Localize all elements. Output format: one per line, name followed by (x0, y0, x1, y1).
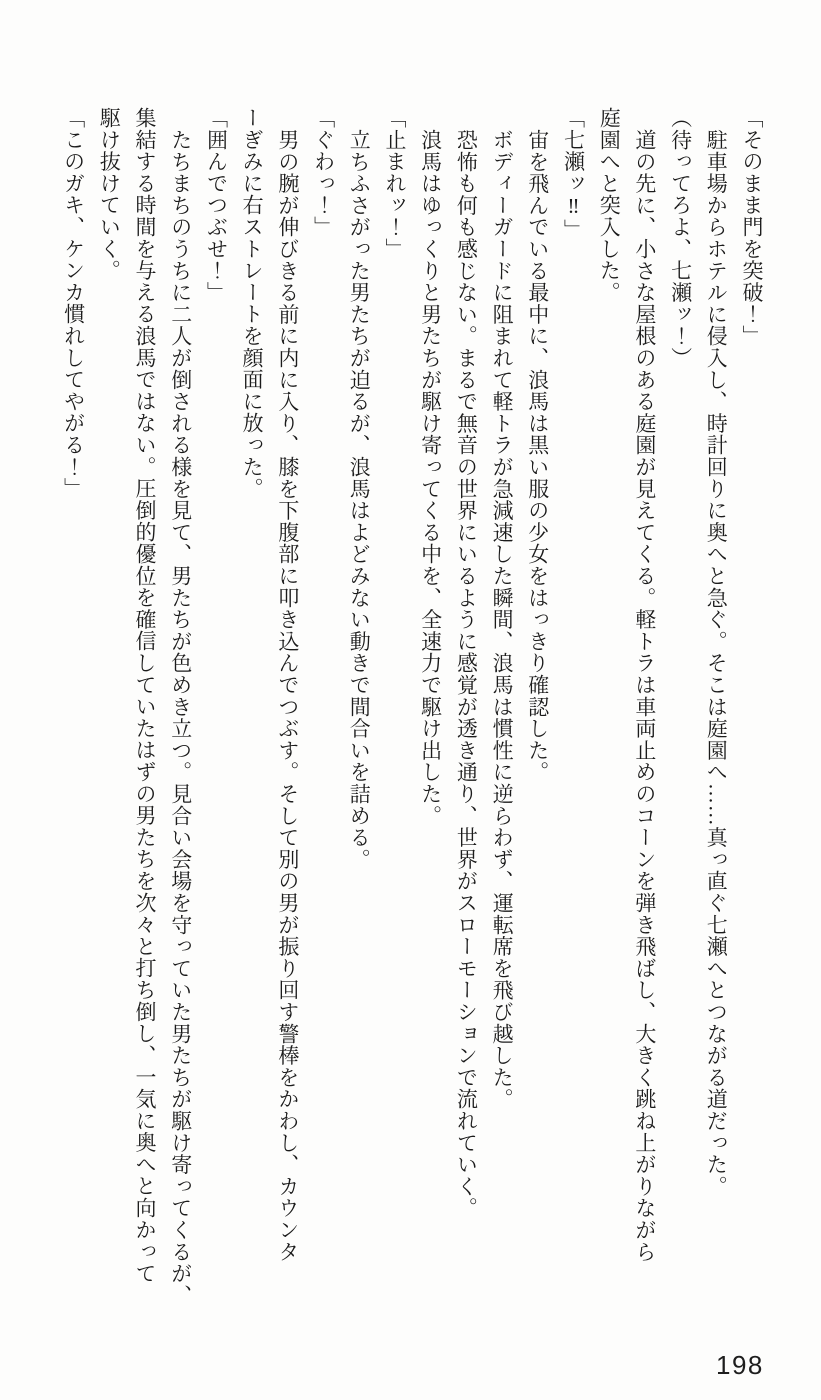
narration-line: 駐車場からホテルに侵入し、時計回りに奥へと急ぐ。そこは庭園へ……真っ直ぐ七瀬へとつながる道だった。 (704, 128, 729, 1197)
narration-line: 道の先に、小さな屋根のある庭園が見えてくる。軽トラは車両止めのコーンを弾き飛ばし、大きく跳ね上がりながら (632, 128, 657, 1263)
narration-line: ボディーガードに阻まれて軽トラが急減速した瞬間、浪馬は慣性に逆らわず、運転席を飛び越した。 (490, 128, 515, 1110)
text-block (55, 107, 769, 1313)
narration-continuation-line: ーぎみに右ストレートを顔面に放った。 (240, 107, 265, 500)
narration-line: 立ちふさがった男たちが迫るが、浪馬はよどみない動きで間合いを詰める。 (347, 128, 372, 870)
narration-continuation-line: 駆け抜けていく。 (97, 107, 122, 282)
narration-continuation-line: 集結する時間を与える浪馬ではない。圧倒的優位を確信していたはずの男たちを次々と打ち倒し、一気に奥へと向かって (133, 107, 158, 1285)
narration-line: 男の腕が伸びきる前に内に入り、膝を下腹部に叩き込んでつぶす。そして別の男が振り回す警棒をかわし、カウンタ (275, 128, 300, 1263)
dialogue-line: 「ぐわっ！」 (311, 107, 336, 238)
dialogue-line: 「このガキ、ケンカ慣れしてやがる！」 (61, 107, 86, 500)
narration-line: たちまちのうちに二人が倒される様を見て、男たちが色めき立つ。見合い会場を守っていた男たちが駆け寄ってくるが、 (168, 128, 193, 1306)
dialogue-line: 「そのまま門を突破！」 (740, 107, 764, 347)
dialogue-line: 「七瀬ッ‼」 (561, 107, 586, 241)
narration-line: 浪馬はゆっくりと男たちが駆け寄ってくる中を、全速力で駆け出した。 (418, 128, 443, 827)
dialogue-line: 「止まれッ！」 (382, 107, 407, 260)
narration-line: 宙を飛んでいる最中に、浪馬は黒い服の少女をはっきり確認した。 (525, 128, 550, 783)
page-number: 198 (716, 1350, 764, 1380)
dialogue-line: 「囲んでつぶせ！」 (204, 107, 229, 304)
inner-thought-line: （待ってろよ、七瀬ッ！） (668, 107, 693, 369)
narration-line: 恐怖も何も感じない。まるで無音の世界にいるように感覚が透き通り、世界がスローモーションで流れていく。 (454, 128, 479, 1219)
narration-continuation-line: 庭園へと突入した。 (597, 107, 622, 304)
